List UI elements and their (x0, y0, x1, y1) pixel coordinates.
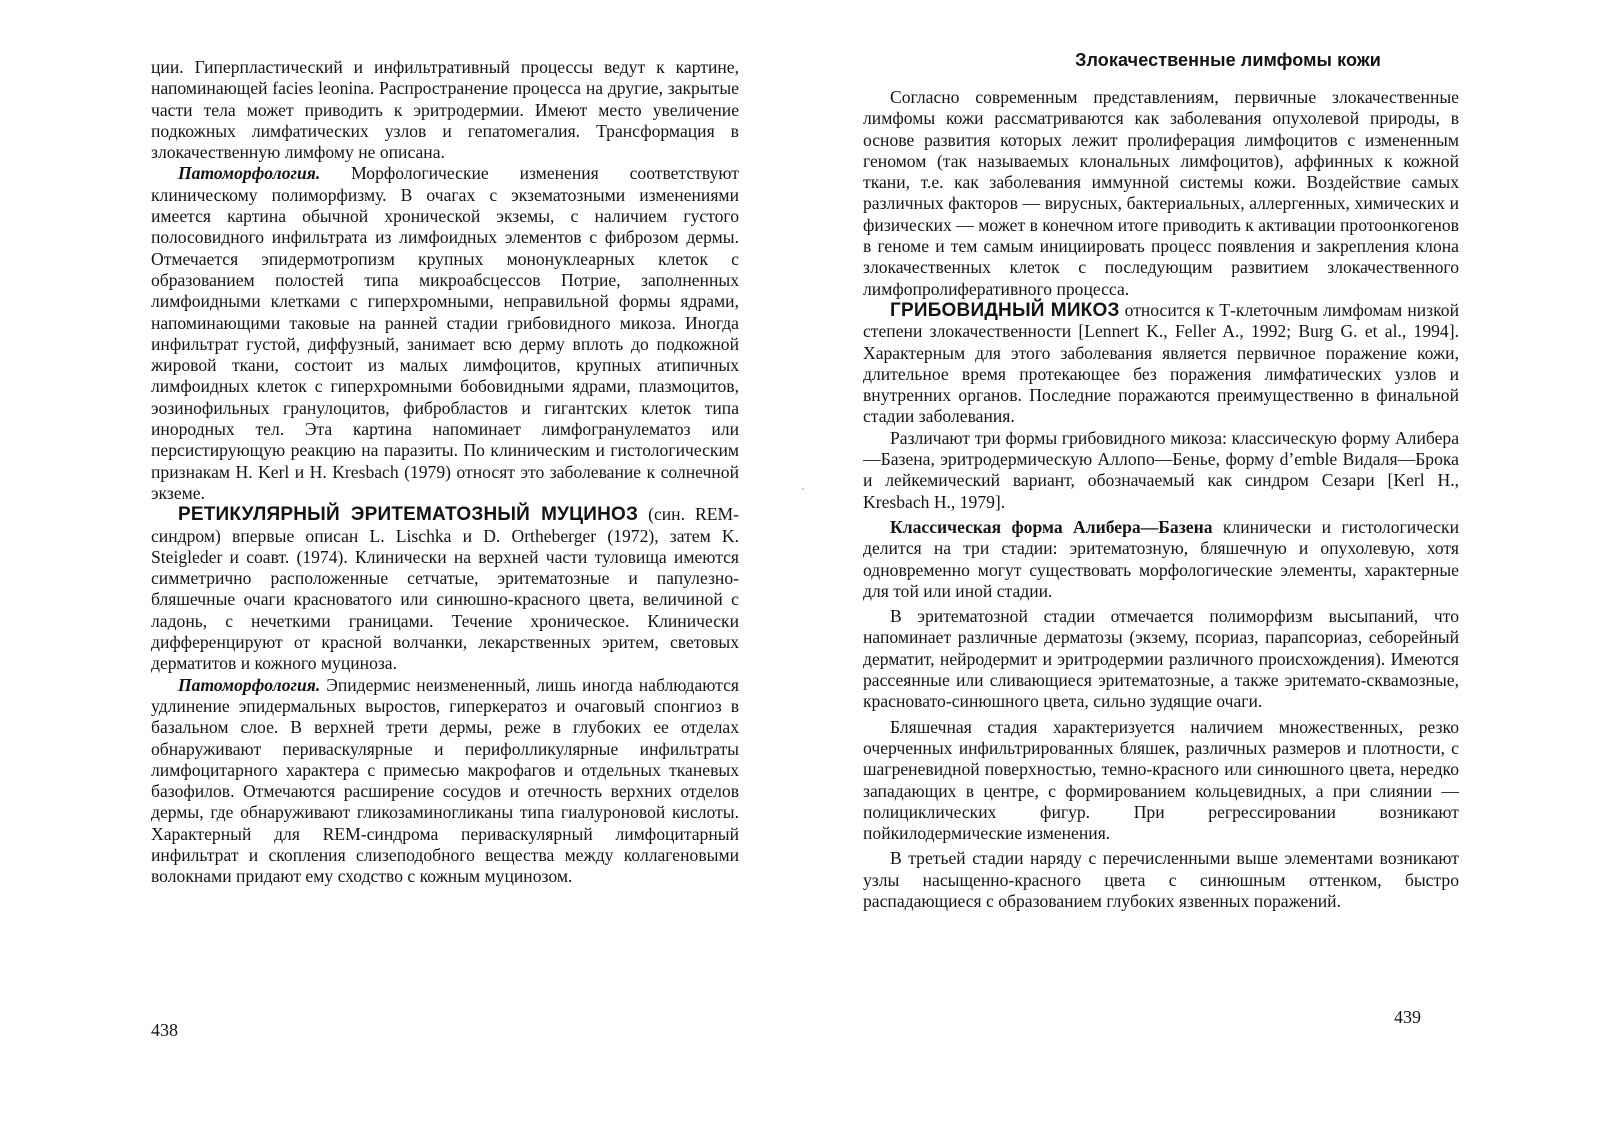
paragraph-text: ции. Гиперпластический и инфильтративный процессы ведут к картине, напоминающей facies leonina. Распространение процесса на другие, закрытые части тела может приводить к эритродермии. Имеют место увеличение подкожных лимфатических узлов и гепатомегалия. Трансформация в злокачественную лимфому не описана. (151, 57, 739, 163)
chapter-title-text: Злокачественные лимфомы кожи (1075, 50, 1381, 70)
paragraph (863, 87, 1459, 300)
paragraph (151, 57, 739, 163)
paragraph-text: (син. REM-синдром) впервые описан L. Lischka и D. Ortheberger (1972), затем K. Steigleder и соавт. (1974). Клинически на верхней части туловища имеются симметрично расположенные сетчатые, эритематозные и папулезно-бляшечные очаги красноватого или синюшно-красного цвета, величиной с ладонь, с нечеткими границами. Течение хроническое. Клинически дифференцируют от красной волчанки, лекарственных эритем, световых дерматитов и кожного муциноза. (151, 504, 739, 674)
paragraph-text: В третьей стадии наряду с перечисленными выше элементами возникают узлы насыщенно-красного цвета с синюшным оттенком, быстро распадающиеся с образованием глубоких язвенных поражений. (863, 848, 1459, 911)
right-page-number: 439 (1394, 1007, 1421, 1027)
paragraph-text: Эпидермис неизмененный, лишь иногда наблюдаются удлинение эпидермальных выростов, гиперкератоз и очаговый спонгиоз в базальном слое. В верхней трети дермы, реже в глубоких ее отделах обнаруживают периваскулярные и перифолликулярные инфильтраты лимфоцитарного характера с примесью макрофагов и отдельных тканевых базофилов. Отмечаются расширение сосудов и отечность верхних отделов дермы, где обнаруживают гликозаминогликаны типа гиалуроновой кислоты. Характерный для REM-синдрома периваскулярный лимфоцитарный инфильтрат и скопления слизеподобного вещества между коллагеновыми волокнами придают ему сходство с кожным муцинозом. (151, 674, 739, 887)
left-page (0, 0, 790, 1132)
section-label: Патоморфология. (178, 674, 321, 695)
paragraph (151, 504, 739, 674)
paragraph-text: Бляшечная стадия характеризуется наличием множественных, резко очерченных инфильтрированных бляшек, различных размеров и плотности, с шагреневидной поверхностью, темно-красного или синюшного цвета, нередко западающих в центре, с формированием кольцевидных, а при слиянии — полициклических фигур. При регрессировании возникают пойкилодермические изменения. (863, 716, 1459, 844)
paragraph (151, 675, 739, 888)
paragraph-text: В эритематозной стадии отмечается полиморфизм высыпаний, что напоминает различные дерматозы (экзему, псориаз, парапсориаз, себорейный дерматит, нейродермит и эритродермии различного происхождения). Имеются рассеянные или сливающиеся эритематозные, а также эритемато-сквамозные, красновато-синюшного цвета, сильно зудящие очаги. (863, 606, 1459, 712)
paragraph-text: Различают три формы грибовидного микоза: классическую форму Алибера—Базена, эритродермическую Аллопо—Бенье, форму d’emble Видаля—Брока и лейкемический вариант, обозначаемый как синдром Сезари [Kerl H., Kresbach H., 1979]. (863, 427, 1459, 512)
section-heading: ГРИБОВИДНЫЙ МИКОЗ (890, 299, 1120, 321)
right-page (810, 0, 1601, 1132)
bold-term: Классическая форма Алибера—Базена (890, 516, 1213, 537)
paragraph (863, 717, 1459, 845)
paragraph-text: относится к Т-клеточным лимфомам низкой степени злокачественности [Lennert K., Feller A., 1992; Burg G. et al., 1994]. Характерным для этого заболевания является первичное поражение кожи, длительное время протекающее без поражения лимфатических узлов и внутренних органов. Последние поражаются преимущественно в финальной стадии заболевания. (863, 299, 1459, 427)
section-heading: РЕТИКУЛЯРНЫЙ ЭРИТЕМАТОЗНЫЙ МУЦИНОЗ (178, 504, 639, 526)
left-page-number: 438 (151, 1020, 178, 1040)
left-page-text-column (151, 57, 739, 888)
paragraph (863, 300, 1459, 428)
section-label: Патоморфология. (178, 163, 321, 184)
paragraph (151, 163, 739, 504)
paragraph-text: Морфологические изменения соответствуют клиническому полиморфизму. В очагах с экзематозными изменениями имеется картина обычной хронической экземы, с наличием густого полосовидного инфильтрата из лимфоидных элементов с фиброзом дермы. Отмечается эпидермотропизм крупных мононуклеарных клеток с образованием полостей типа микроабсцессов Потрие, заполненных лимфоидными клетками с гиперхромными, неправильной формы ядрами, напоминающими таковые на ранней стадии грибовидного микоза. Иногда инфильтрат густой, диффузный, занимает всю дерму вплоть до подкожной жировой ткани, состоит из малых лимфоцитов, крупных атипичных лимфоидных клеток с гиперхромными бобовидными ядрами, плазмоцитов, эозинофильных гранулоцитов, фибробластов и гигантских клеток типа инородных тел. Эта картина напоминает лимфогранулематоз или персистирующую реакцию на паразиты. По клиническим и гистологическим признакам H. Kerl и H. Kresbach (1979) относят это заболевание к солнечной экземе. (151, 163, 739, 503)
paragraph (863, 517, 1459, 602)
right-page-text-column (863, 87, 1459, 912)
chapter-title (810, 50, 1601, 71)
gutter-mark (802, 488, 804, 490)
paragraph-text: клинически и гистологически делится на три стадии: эритематозную, бляшечную и опухолевую, хотя одновременно могут существовать морфологические элементы, характерные для той или иной стадии. (863, 516, 1460, 601)
paragraph-text: Согласно современным представлениям, первичные злокачественные лимфомы кожи рассматриваются как заболевания опухолевой природы, в основе развития которых лежит пролиферация лимфоцитов с измененным геномом (так называемых клональных лимфоцитов), аффинных к кожной ткани, т.е. как заболевания иммунной системы кожи. Воздействие самых различных факторов — вирусных, бактериальных, аллергенных, химических и физических — может в конечном итоге приводить к активации протоонкогенов в геноме и тем самым инициировать процесс появления и закрепления клона злокачественных клеток с последующим развитием злокачественного лимфопролиферативного процесса. (863, 87, 1459, 299)
paragraph (863, 428, 1459, 513)
paragraph (863, 848, 1459, 912)
paragraph (863, 606, 1459, 712)
